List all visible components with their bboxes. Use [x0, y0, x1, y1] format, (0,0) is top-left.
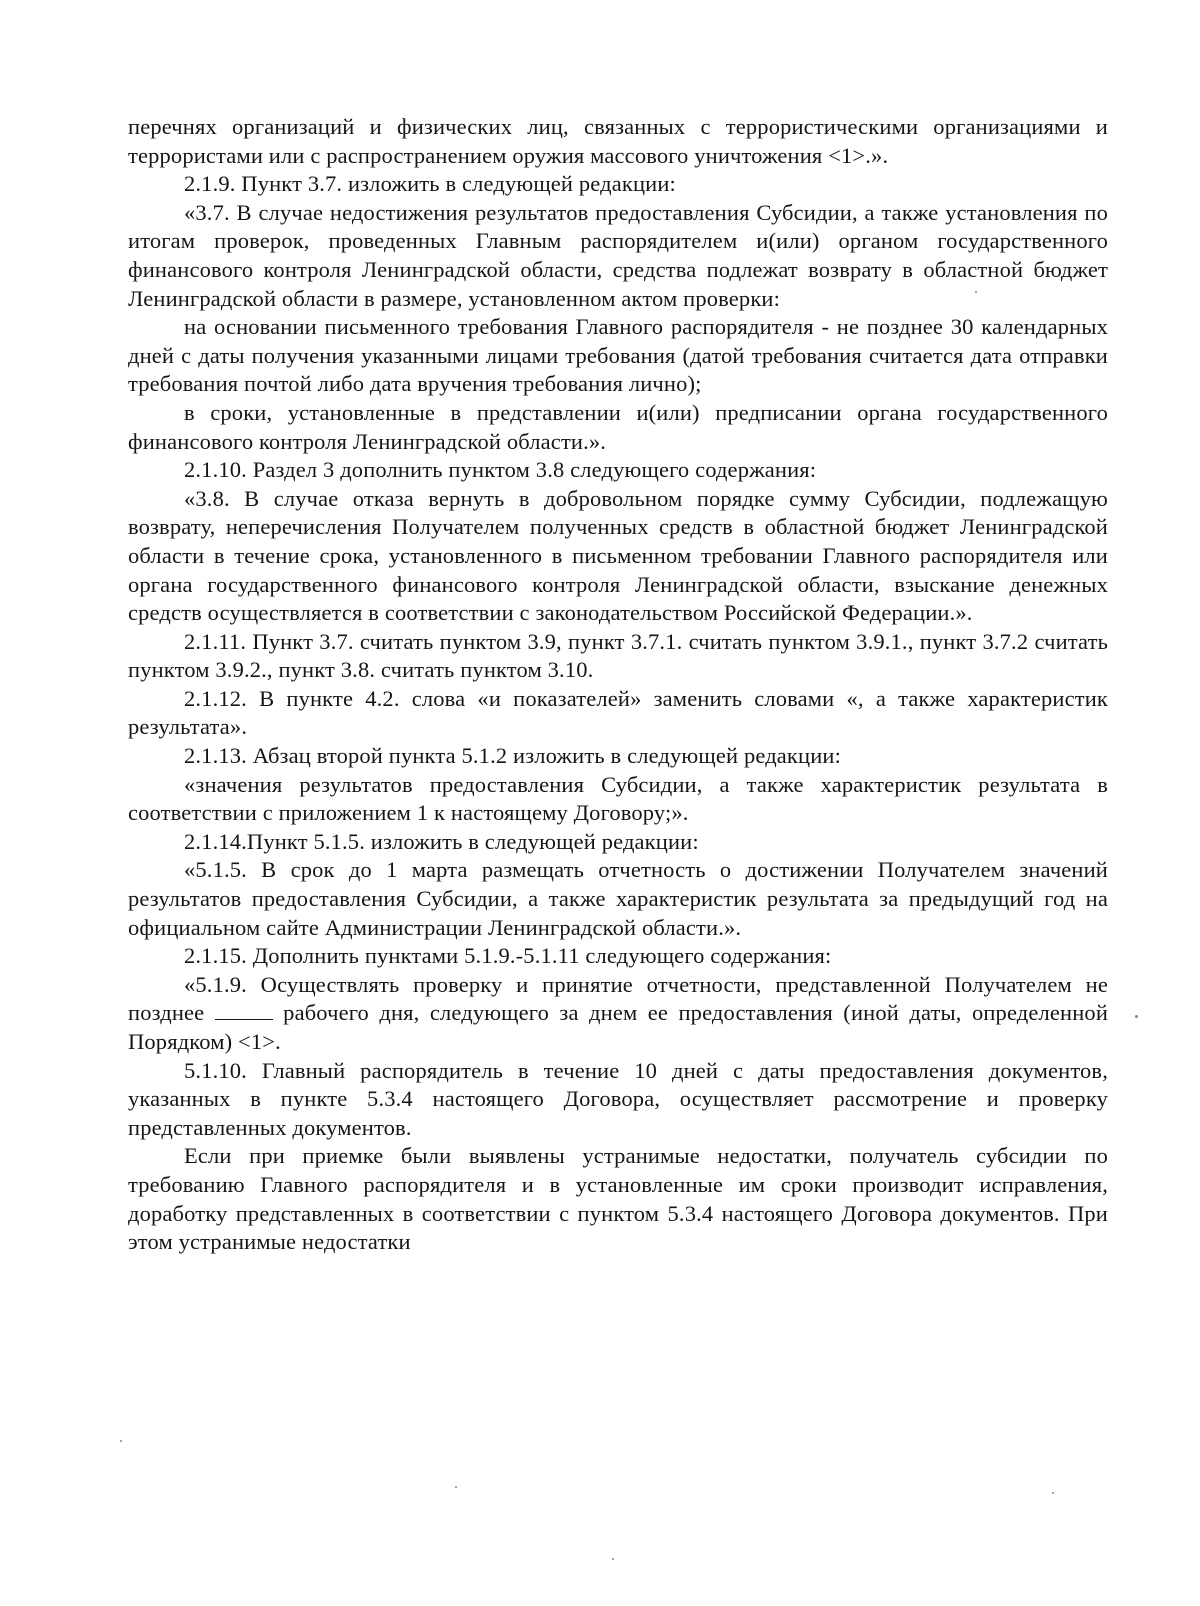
paragraph: 5.1.10. Главный распорядитель в течение 10 дней с даты предоставления документов, указанных в пункте 5.3.4 настоящего Договора, осуществляет рассмотрение и проверку представленных документов. [128, 1057, 1108, 1140]
paragraph: 2.1.11. Пункт 3.7. считать пунктом 3.9, пункт 3.7.1. считать пунктом 3.9.1., пункт 3.7.2 считать пунктом 3.9.2., пункт 3.8. считать пунктом 3.10. [128, 628, 1108, 683]
scan-speck [1052, 1492, 1054, 1494]
scan-speck [975, 291, 977, 293]
paragraph: в сроки, установленные в представлении и(или) предписании органа государственного финансового контроля Ленинградской области.». [128, 399, 1108, 454]
paragraph-part: «5.1.9. Осуществлять проверку и принятие отчетности, представленной Получателем не позднее [128, 971, 1108, 1026]
document-body [128, 113, 1108, 1257]
scan-speck [612, 1558, 614, 1560]
scan-speck [1135, 1015, 1138, 1018]
paragraph: «3.8. В случае отказа вернуть в добровольном порядке сумму Субсидии, подлежащую возврату, неперечисления Получателем полученных средств в областной бюджет Ленинградской области в течение срока, установленного в письменном требовании Главного распорядителя или органа государственного финансового контроля Ленинградской области, взыскание денежных средств осуществляется в соответствии с законодательством Российской Федерации.». [128, 485, 1108, 626]
paragraph: 2.1.10. Раздел 3 дополнить пунктом 3.8 следующего содержания: [184, 457, 817, 483]
scan-speck [120, 1440, 122, 1442]
paragraph: на основании письменного требования Главного распорядителя - не позднее 30 календарных дней с даты получения указанными лицами требования (датой требования считается дата отправки требования почтой либо дата вручения требования лично); [128, 314, 1108, 397]
paragraph: 2.1.12. В пункте 4.2. слова «и показателей» заменить словами «, а также характеристик результата». [128, 685, 1108, 740]
paragraph: 2.1.13. Абзац второй пункта 5.1.2 изложить в следующей редакции: [184, 743, 841, 769]
paragraph: Если при приемке были выявлены устранимые недостатки, получатель субсидии по требованию Главного распорядителя и в установленные им сроки производит исправления, доработку представленных в соответствии с пунктом 5.3.4 настоящего Договора документов. При этом устранимые недостатки [128, 1143, 1108, 1255]
blank-line [215, 1003, 273, 1020]
paragraph: «5.1.5. В срок до 1 марта размещать отчетность о достижении Получателем значений результатов предоставления Субсидии, а также характеристик результата за предыдущий год на официальном сайте Администрации Ленинградской области.». [128, 857, 1108, 940]
paragraph: «значения результатов предоставления Субсидии, а также характеристик результата в соответствии с приложением 1 к настоящему Договору;». [128, 771, 1108, 826]
scan-speck [455, 1486, 457, 1488]
paragraph: 2.1.9. Пункт 3.7. изложить в следующей редакции: [184, 171, 676, 197]
paragraph-with-blank [128, 971, 1108, 1057]
paragraph: «3.7. В случае недостижения результатов предоставления Субсидии, а также установления по итогам проверок, проведенных Главным распорядителем и(или) органом государственного финансового контроля Ленинградской области, средства подлежат возврату в областной бюджет Ленинградской области в размере, установленном актом проверки: [128, 199, 1108, 311]
paragraph: 2.1.14.Пункт 5.1.5. изложить в следующей редакции: [184, 828, 699, 854]
paragraph: перечнях организаций и физических лиц, связанных с террористическими организациями и террористами или с распространением оружия массового уничтожения <1>.». [128, 114, 1108, 168]
paragraph-part: рабочего дня, следующего за днем ее предоставления (иной даты, определенной Порядком) <1>. [128, 1000, 1109, 1054]
paragraph: 2.1.15. Дополнить пунктами 5.1.9.-5.1.11 следующего содержания: [184, 943, 832, 969]
